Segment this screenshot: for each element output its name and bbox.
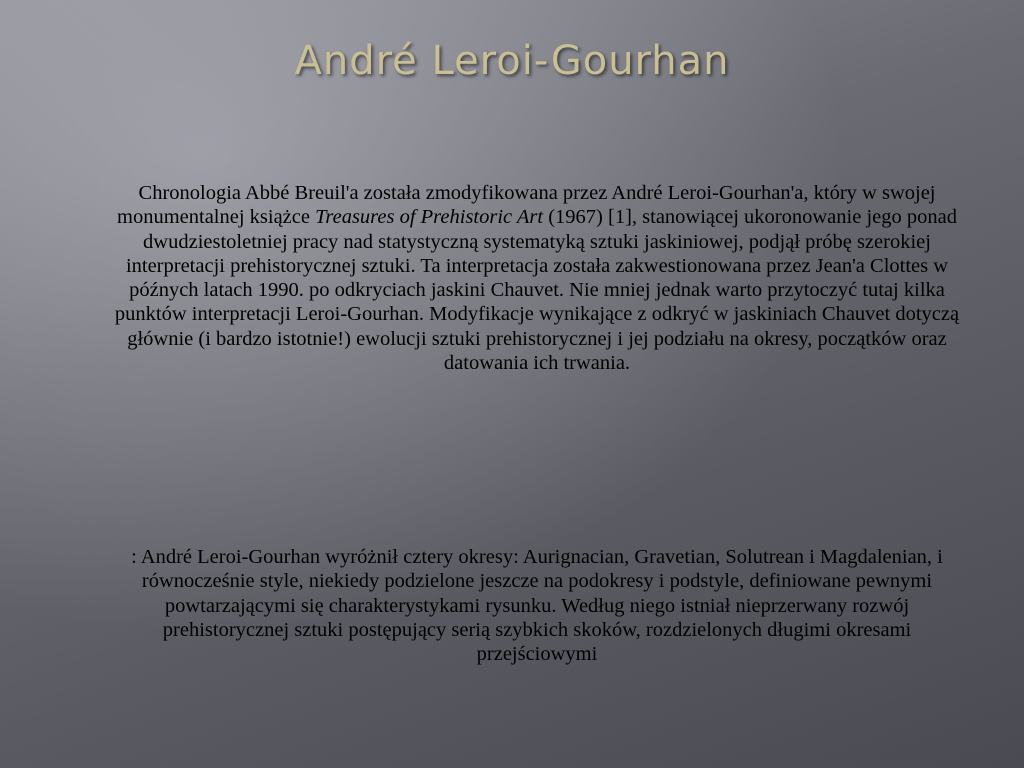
paragraph-chronology (110, 181, 964, 375)
book-title: Treasures of Prehistoric Art (315, 206, 544, 229)
slide-title: André Leroi-Gourhan (294, 38, 730, 84)
paragraph-periods-text: : André Leroi-Gourhan wyróżnił cztery okresy: Aurignacian, Gravetian, Solutrean i Magdalenian, i równocześnie style, niekiedy podzielone jeszcze na podokresy i podstyle, definiowane pewnymi powtarzającymi się charakterystykami rysunku. Według niego istniał nieprzerwany rozwój prehistorycznej sztuki postępujący serią szybkich skoków, rozdzielonych długimi okresami przejściowymi (131, 546, 943, 666)
paragraph-chronology-text-start: Chronologia Abbé Breuil'a została zmodyfikowana przez André Leroi-Gourhan'a, który w swojej monumentalnej książce (117, 182, 936, 229)
paragraph-chronology-text-end: (1967) [1], stanowiącej ukoronowanie jego ponad dwudziestoletniej pracy nad statystyczną systematyką sztuki jaskiniowej, podjął próbę szerokiej interpretacji prehistorycznej sztuki. Ta interpretacja została zakwestionowana przez Jean'a Clottes w późnych latach 1990. po odkryciach jaskini Chauvet. Nie mniej jednak warto przytoczyć tutaj kilka punktów interpretacji Leroi-Gourhan. Modyfikacje wynikające z odkryć w jaskiniach Chauvet dotyczą głównie (i bardzo istotnie!) ewolucji sztuki prehistorycznej i jej podziału na okresy, początków oraz datowania ich trwania. (114, 206, 960, 375)
paragraph-periods (110, 545, 964, 666)
